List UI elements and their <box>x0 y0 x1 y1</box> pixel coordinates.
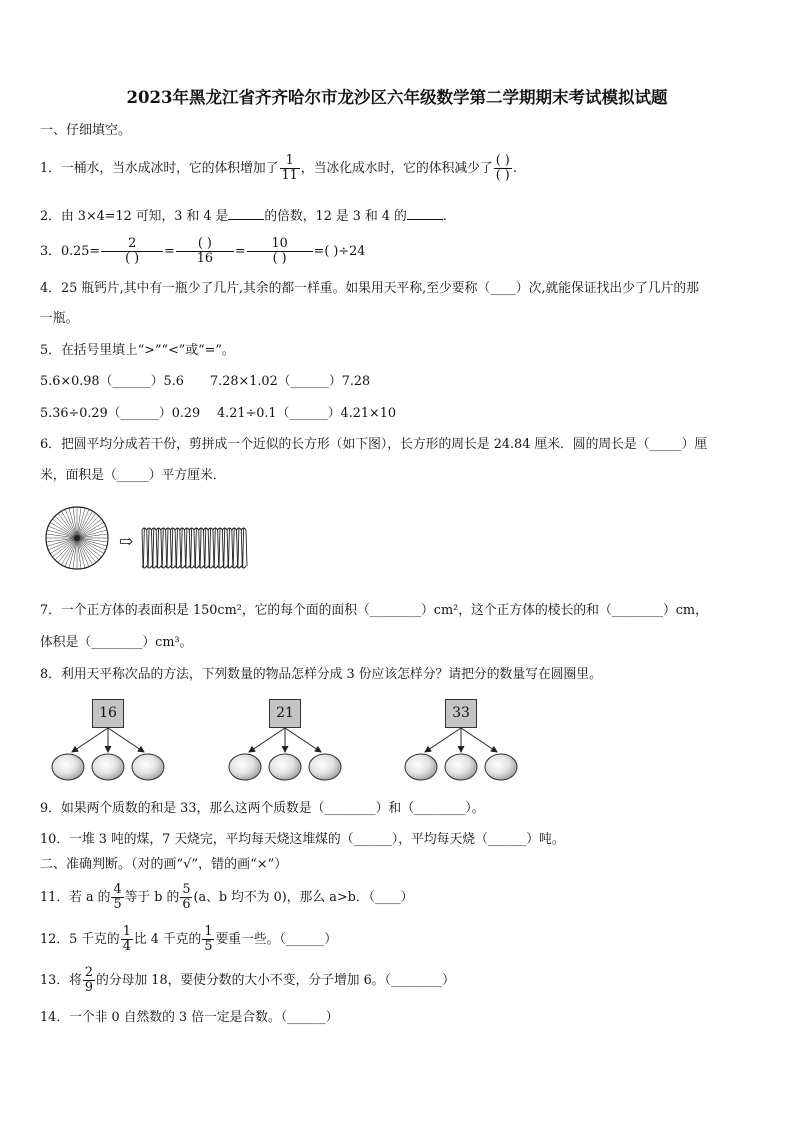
section-2-heading: 二、准确判断。（对的画“√”，错的画“×”） <box>40 857 288 872</box>
question-4-line-1: 4．25 瓶钙片,其中有一瓶少了几片,其余的都一样重。如果用天平称,至少要称（____）次,就能保证找出少了几片的那 <box>40 281 700 296</box>
question-6-line-1: 6．把圆平均分成若干份，剪拼成一个近似的长方形（如下图），长方形的周长是 24.84 厘米．圆的周长是（_____）厘 <box>40 437 708 452</box>
q1-fraction: $\frac{1}{11}$ <box>281 153 298 183</box>
q5-item-b[interactable]: 7.28×1.02（______）7.28 <box>210 374 371 389</box>
q2-blank-2[interactable] <box>407 207 443 220</box>
page-title: 2023年黑龙江省齐齐哈尔市龙沙区六年级数学第二学期期末考试模拟试题 <box>126 88 668 107</box>
q8-box-21: 21 <box>269 699 301 728</box>
q8-box-16: 16 <box>92 699 124 728</box>
q3-fraction-3[interactable]: $\frac{10}{( )}$ <box>247 237 313 266</box>
question-8: 8．利用天平称次品的方法，下列数量的物品怎样分成 3 份应该怎样分？请把分的数量写在圆圈里。 <box>40 667 602 682</box>
sector-rectangle-figure <box>140 526 248 570</box>
question-10: 10．一堆 3 吨的煤，7 天烧完，平均每天烧这堆煤的（______），平均每天烧（______）吨。 <box>40 832 565 847</box>
q1-answer-fraction[interactable]: $\frac{( )}{( )}$ <box>495 153 510 183</box>
q3-fraction-2[interactable]: $\frac{( )}{16}$ <box>176 237 234 266</box>
q5-item-d[interactable]: 4.21÷0.1（______）4.21×10 <box>217 406 397 421</box>
q5-item-c[interactable]: 5.36÷0.29（______）0.29 <box>40 406 201 421</box>
q3-fraction-1[interactable]: $\frac{2}{( )}$ <box>101 237 163 266</box>
q8-box-33: 33 <box>445 699 477 728</box>
q11-fraction-2: $\frac{5}{6}$ <box>182 882 191 912</box>
q1-text: 1．一桶水，当水成冰时，它的体积增加了 <box>40 161 279 176</box>
q12-fraction-2: $\frac{1}{5}$ <box>204 924 213 954</box>
question-5-intro: 5．在括号里填上“>”“<”或“=”。 <box>40 343 235 358</box>
q12-fraction-1: $\frac{1}{4}$ <box>122 924 131 954</box>
question-3: 3．0.25= $\frac{2}{( )}$ = $\frac{( )}{16}$ = $\frac{10}{( )}$ =( )÷24 <box>40 236 366 266</box>
q13-fraction: $\frac{2}{9}$ <box>84 965 94 995</box>
question-13: 13．将 $\frac{2}{9}$ 的分母加 18，要使分数的大小不变，分子增加 6。（________） <box>40 965 455 995</box>
question-12: 12．5 千克的 $\frac{1}{4}$ 比 4 千克的 $\frac{1}{5}$ 要重一些。（______） <box>40 924 338 954</box>
q2-blank-1[interactable] <box>228 207 264 220</box>
q5-item-a[interactable]: 5.6×0.98（______）5.6 <box>40 374 184 389</box>
question-7-line-1: 7．一个正方体的表面积是 150cm²，它的每个面的面积（________）cm²，这个正方体的棱长的和（________）cm， <box>40 603 708 618</box>
q11-fraction-1: $\frac{4}{5}$ <box>113 882 122 912</box>
question-14: 14．一个非 0 自然数的 3 倍一定是合数。（______） <box>40 1010 339 1025</box>
question-1: 1．一桶水，当水成冰时，它的体积增加了 $\frac{1}{11}$ ，当冰化成水时，它的体积减少了 $\frac{( )}{( )}$ . <box>40 153 517 183</box>
divided-circle-figure <box>44 505 110 571</box>
question-2: 2．由 3×4=12 可知，3 和 4 是 的倍数，12 是 3 和 4 的 ． <box>40 209 456 224</box>
section-1-heading: 一、仔细填空。 <box>40 123 132 138</box>
question-4-line-2: 一瓶。 <box>40 311 79 326</box>
arrow-icon: ⇨ <box>119 532 134 552</box>
question-9: 9．如果两个质数的和是 33，那么这两个质数是（________）和（________）。 <box>40 801 485 816</box>
question-11: 11．若 a 的 $\frac{4}{5}$ 等于 b 的 $\frac{5}{6}$ (a、b 均不为 0)，那么 a>b．（____） <box>40 882 414 912</box>
question-7-line-2: 体积是（________）cm³。 <box>40 635 193 650</box>
question-6-line-2: 米，面积是（_____）平方厘米． <box>40 468 226 483</box>
